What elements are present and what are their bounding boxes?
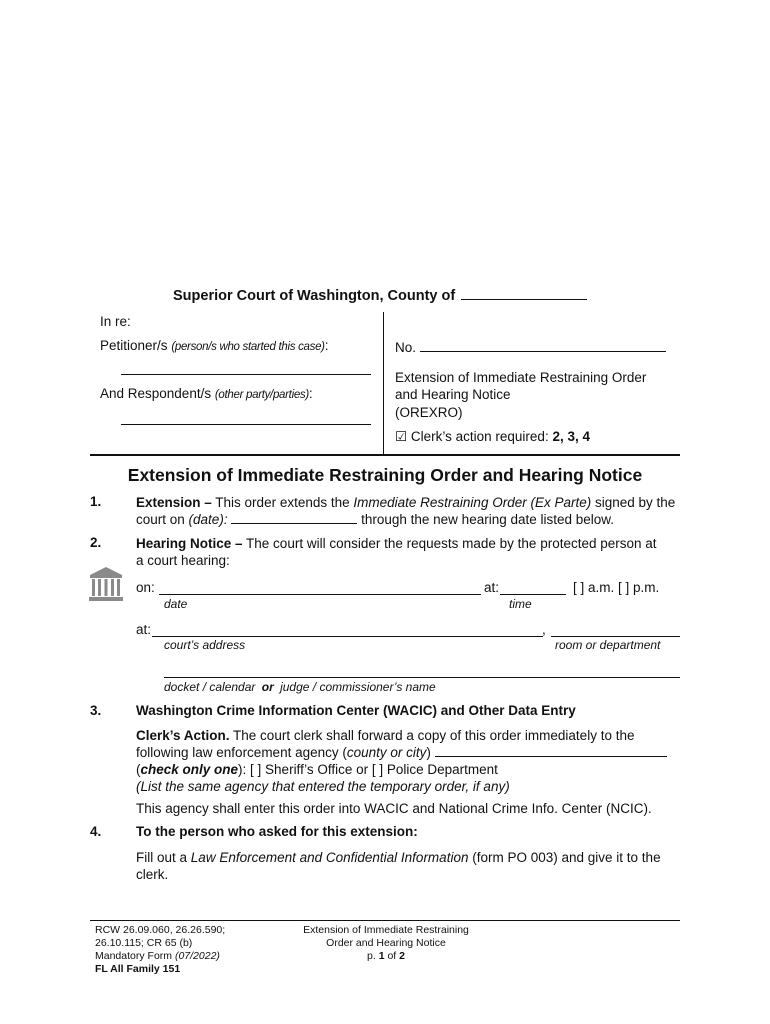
in-re-label: In re:	[100, 314, 131, 329]
address-comma: ,	[542, 622, 546, 637]
clerk-sections: 2, 3, 4	[552, 429, 590, 444]
respondent-name-field[interactable]	[121, 424, 371, 425]
section-2-number: 2.	[90, 535, 102, 550]
caption-title: Extension of Immediate Restraining Order and Hearing Notice	[395, 370, 647, 402]
section-3-clerk: Clerk’s Action. The court clerk shall forward a copy of this order immediately to the following law enforcement agency (county or city) (check only one): [ ] Sheriff’s Office or [ ] Police Department (List the same agency that entered the temporary order, if any)	[136, 727, 696, 795]
hearing-date-field[interactable]	[159, 594, 481, 595]
ampm-checkboxes[interactable]: [ ] a.m. [ ] p.m.	[573, 580, 660, 595]
page-number: p. 1 of 2	[367, 950, 405, 962]
section-4-number: 4.	[90, 824, 102, 839]
section-4-heading: To the person who asked for this extension:	[136, 824, 418, 839]
case-number-field[interactable]	[420, 351, 666, 352]
agency-type-checkboxes[interactable]: ): [ ] Sheriff’s Office or [ ] Police Department	[238, 762, 498, 777]
room-caption: room or department	[555, 638, 661, 652]
clerk-action-required: ☑ Clerk’s action required: 2, 3, 4	[395, 429, 590, 444]
hearing-on-label: on:	[136, 580, 155, 595]
petitioner-hint: (person/s who started this case)	[171, 341, 325, 353]
case-number: No.	[395, 340, 666, 355]
address-at-label: at:	[136, 622, 152, 637]
section-3-heading: Washington Crime Information Center (WACIC) and Other Data Entry	[136, 703, 576, 718]
court-header	[173, 288, 587, 304]
agency-entry-text: This agency shall enter this order into WACIC and National Crime Info. Center (NCIC).	[136, 801, 652, 816]
section-2-intro: Hearing Notice – The court will consider the requests made by the protected person at a court hearing:	[136, 536, 657, 568]
form-code: (OREXRO)	[395, 405, 463, 420]
caption-rule	[90, 454, 680, 456]
date-caption: date	[164, 597, 188, 611]
courthouse-icon	[88, 566, 124, 602]
extension-date-field[interactable]	[231, 523, 357, 524]
county-field[interactable]	[461, 299, 587, 300]
court-name: Superior Court of Washington, County of	[173, 288, 456, 304]
section-1-number: 1.	[90, 494, 102, 509]
address-caption: court’s address	[164, 638, 246, 652]
page-title: Extension of Immediate Restraining Order and Hearing Notice	[127, 465, 643, 485]
docket-field[interactable]	[164, 677, 680, 678]
section-4-text: Fill out a Law Enforcement and Confidential Information (form PO 003) and give it to the clerk.	[136, 850, 661, 882]
respondent-hint: (other party/parties)	[214, 389, 309, 401]
caption-divider	[383, 312, 384, 454]
hearing-time-field[interactable]	[500, 594, 566, 595]
footer-rule	[90, 920, 680, 921]
agency-field[interactable]	[435, 756, 667, 757]
footer-left: RCW 26.09.060, 26.26.590; 26.10.115; CR 65 (b) Mandatory Form (07/2022) FL All Family 151	[95, 924, 226, 975]
respondent-label: And Respondent/s (other party/parties):	[100, 386, 313, 401]
petitioner-name-field[interactable]	[121, 374, 371, 375]
docket-caption: docket / calendar or judge / commissioner’s name	[164, 680, 436, 694]
footer-center: Extension of Immediate Restraining Order and Hearing Notice p. 1 of 2	[270, 924, 502, 963]
time-caption: time	[509, 597, 532, 611]
checkbox-checked-icon: ☑	[395, 429, 408, 444]
section-1: Extension – This order extends the Immediate Restraining Order (Ex Parte) signed by the court on (date): through the new hearing date listed below.	[136, 495, 676, 527]
petitioner-label: Petitioner/s (person/s who started this case):	[100, 338, 329, 353]
section-3-number: 3.	[90, 703, 102, 718]
hearing-at-label: at:	[484, 580, 500, 595]
